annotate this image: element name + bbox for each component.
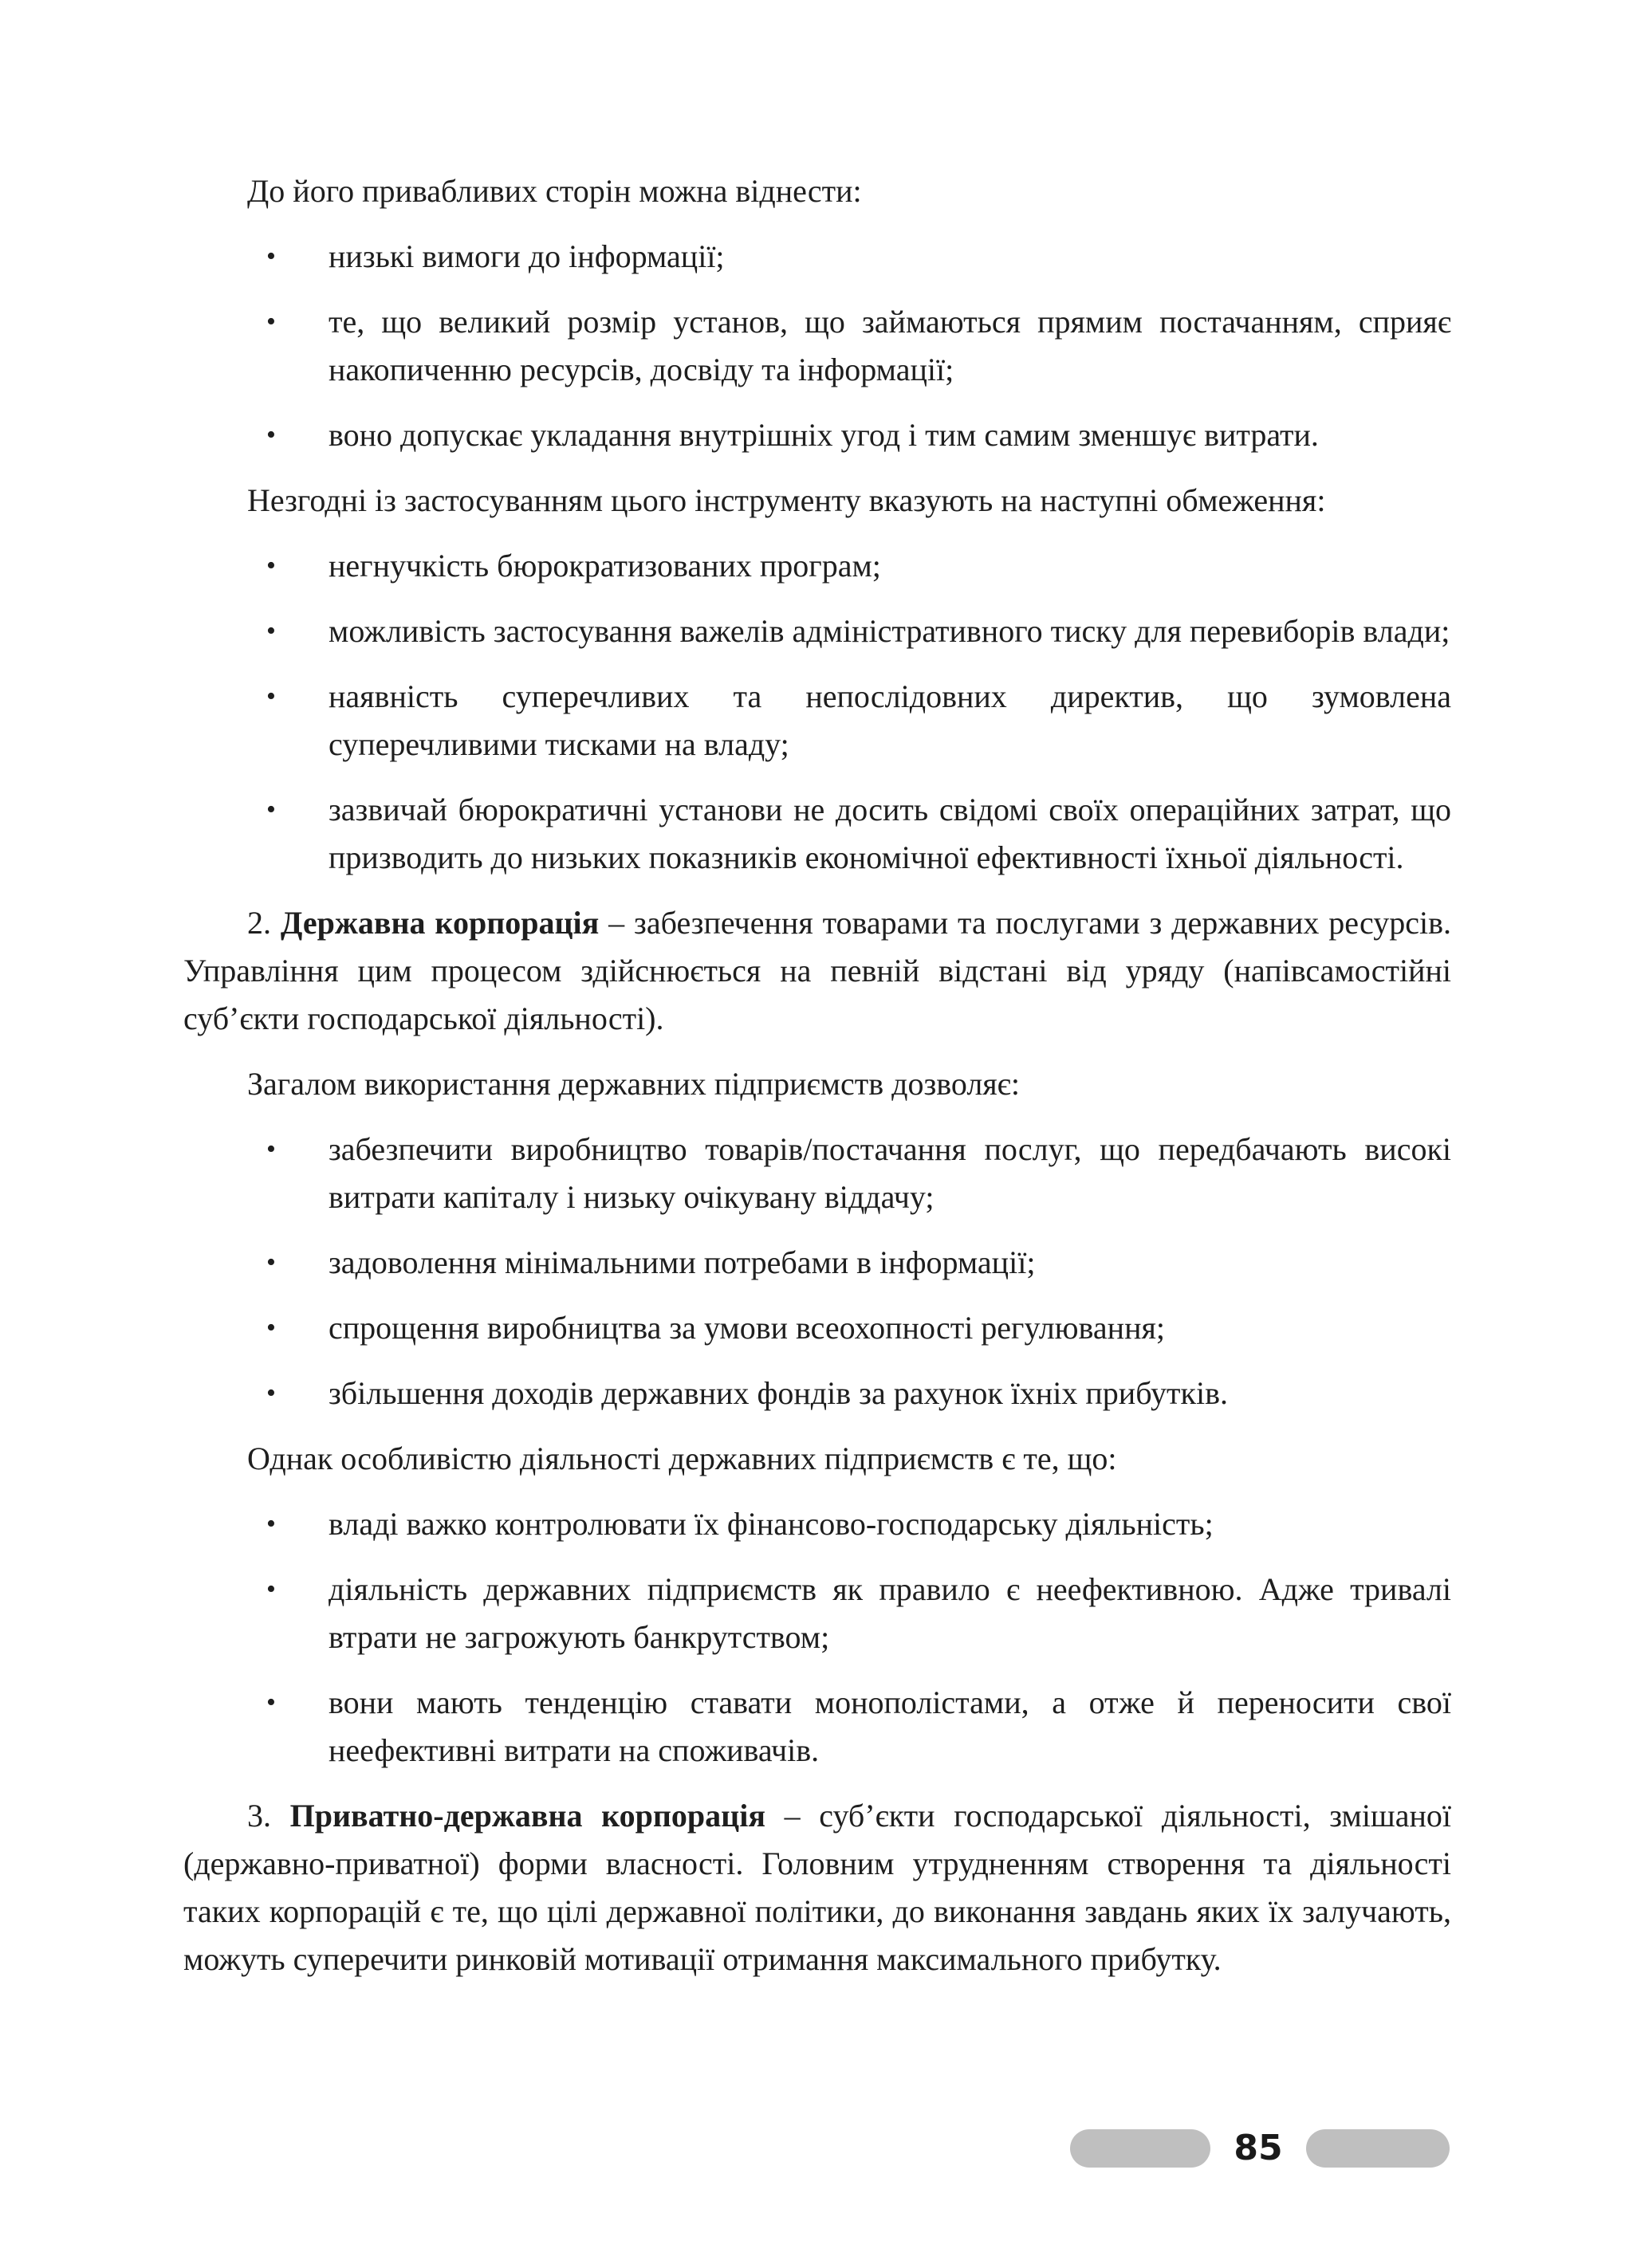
page-footer — [1070, 2125, 1450, 2172]
bullet-icon: • — [266, 1688, 276, 1717]
list-advantages — [183, 233, 1451, 459]
list-item: • низькі вимоги до інформації; — [183, 233, 1451, 281]
section-state-corporation — [183, 899, 1451, 1043]
list-item: • можливість застосування важелів адміністративного тиску для перевиборів влади; — [183, 607, 1451, 655]
bullet-icon: • — [266, 682, 276, 711]
list-item: • владі важко контролювати їх фінансово-господарську діяльність; — [183, 1500, 1451, 1548]
bullet-icon: • — [266, 616, 276, 646]
list-item: • діяльність державних підприємств як правило є неефективною. Адже тривалі втрати не загрожують банкрутством; — [183, 1566, 1451, 1661]
section-number: 3. — [247, 1798, 271, 1834]
page-number: 85 — [1234, 2128, 1283, 2168]
list-item: • забезпечити виробництво товарів/постачання послуг, що передбачають високі витрати капіталу і низьку очікувану віддачу; — [183, 1126, 1451, 1221]
page-body — [183, 167, 1451, 2001]
list-limitations — [183, 542, 1451, 882]
list-enterprise-benefits — [183, 1126, 1451, 1417]
bullet-icon: • — [266, 420, 276, 450]
footer-bar-left — [1070, 2129, 1210, 2168]
intro-enterprise-features: Однак особливістю діяльності державних підприємств є те, що: — [247, 1441, 1117, 1476]
footer-bar-right — [1306, 2129, 1450, 2168]
bullet-icon: • — [266, 1509, 276, 1539]
bullet-icon: • — [266, 242, 276, 271]
section-number: 2. — [247, 905, 271, 941]
section-term: Державна корпорація — [280, 905, 600, 941]
bullet-icon: • — [266, 1134, 276, 1164]
section-text: – забезпечення товарами та послугами з державних ресурсів. Управління цим процесом здійснюється на певній відстані від уряду (напівсамостійні суб’єкти господарської діяльності). — [183, 905, 1451, 1036]
section-public-private-corporation — [183, 1792, 1451, 1983]
list-item: • те, що великий розмір установ, що займаються прямим постачанням, сприяє накопиченню ресурсів, досвіду та інформації; — [183, 298, 1451, 394]
list-item: • негнучкість бюрократизованих програм; — [183, 542, 1451, 590]
section-term: Приватно-державна корпорація — [289, 1798, 765, 1834]
bullet-icon: • — [266, 1378, 276, 1408]
list-item: • воно допускає укладання внутрішніх угод і тим самим зменшує витрати. — [183, 411, 1451, 459]
list-item: • спрощення виробництва за умови всеохопності регулювання; — [183, 1304, 1451, 1352]
intro-attractive-sides: До його привабливих сторін можна віднести: — [247, 173, 862, 209]
intro-limitations: Незгодні із застосуванням цього інструменту вказують на наступні обмеження: — [247, 482, 1326, 518]
list-item: • задоволення мінімальними потребами в інформації; — [183, 1239, 1451, 1287]
list-item: • зазвичай бюрократичні установи не досить свідомі своїх операційних затрат, що призводить до низьких показників економічної ефективності їхньої діяльності. — [183, 786, 1451, 882]
intro-state-enterprises: Загалом використання державних підприємств дозволяє: — [247, 1066, 1020, 1102]
list-item: • наявність суперечливих та непослідовних директив, що зумовлена суперечливими тисками на владу; — [183, 673, 1451, 768]
list-item: • збільшення доходів державних фондів за рахунок їхніх прибутків. — [183, 1370, 1451, 1417]
bullet-icon: • — [266, 551, 276, 580]
list-item: • вони мають тенденцію ставати монополістами, а отже й переносити свої неефективні витрати на споживачів. — [183, 1679, 1451, 1775]
bullet-icon: • — [266, 795, 276, 824]
bullet-icon: • — [266, 1574, 276, 1604]
bullet-icon: • — [266, 1313, 276, 1342]
section-text: – суб’єкти господарської діяльності, змішаної (державно-приватної) форми власності. Головним утрудненням створення та діяльності таких корпорацій є те, що цілі державної політики, до виконання завдань яких їх залучають, можуть суперечити ринковій мотивації отримання максимального прибутку. — [183, 1798, 1452, 1977]
bullet-icon: • — [266, 307, 276, 336]
bullet-icon: • — [266, 1248, 276, 1277]
list-enterprise-features — [183, 1500, 1451, 1775]
